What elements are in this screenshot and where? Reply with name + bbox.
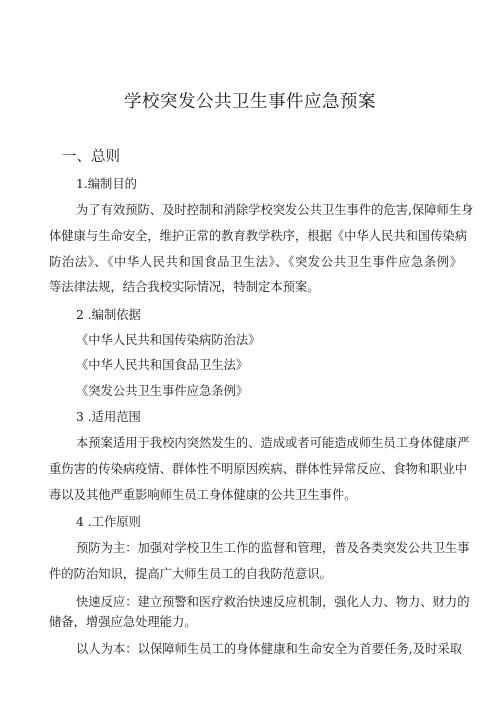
document-title: 学校突发公共卫生事件应急预案 <box>124 92 376 112</box>
subheading-principles: 4 .工作原则 <box>76 515 141 529</box>
paragraph-line: 件的防治知识，提高广大师生员工的自我防范意识。 <box>49 567 332 581</box>
paragraph-line: 体健康与生命安全，维护正常的教育教学秩序，根据《中华人民共和国传染病 <box>49 229 468 243</box>
paragraph-line: 毒以及其他严重影响师生员工身体健康的公共卫生事件。 <box>49 488 357 502</box>
paragraph-line: 预防为主：加强对学校卫生工作的监督和管理，普及各类突发公共卫生事 <box>76 541 470 555</box>
subheading-scope: 3 .适用范围 <box>76 410 141 424</box>
paragraph-line: 等法律法规，结合我校实际情况，特制定本预案。 <box>49 280 320 294</box>
paragraph-line: 为了有效预防、及时控制和消除学校突发公共卫生事件的危害,保障师生身 <box>76 203 474 217</box>
subheading-purpose: 1.编制目的 <box>76 177 137 191</box>
paragraph-line: 储备，增强应急处理能力。 <box>49 615 197 629</box>
paragraph-line: 本预案适用于我校内突然发生的、造成或者可能造成师生员工身体健康严 <box>76 436 470 450</box>
section-heading-general: 一、总则 <box>62 149 120 165</box>
paragraph-line: 重伤害的传染病疫情、群体性不明原因疾病、群体性异常反应、食物和职业中 <box>49 462 468 476</box>
subheading-basis: 2 .编制依据 <box>76 308 141 322</box>
paragraph-line: 快速反应：建立预警和医疗救治快速反应机制，强化人力、物力、财力的 <box>76 595 470 609</box>
list-item: 《中华人民共和国食品卫生法》 <box>76 358 249 372</box>
paragraph-line: 以人为本：以保障师生员工的身体健康和生命安全为首要任务,及时采取 <box>76 642 462 656</box>
paragraph-line: 防治法》、《中华人民共和国食品卫生法》、《突发公共卫生事件应急条例》 <box>49 255 462 269</box>
list-item: 《突发公共卫生事件应急条例》 <box>76 384 249 398</box>
list-item: 《中华人民共和国传染病防治法》 <box>76 333 261 347</box>
